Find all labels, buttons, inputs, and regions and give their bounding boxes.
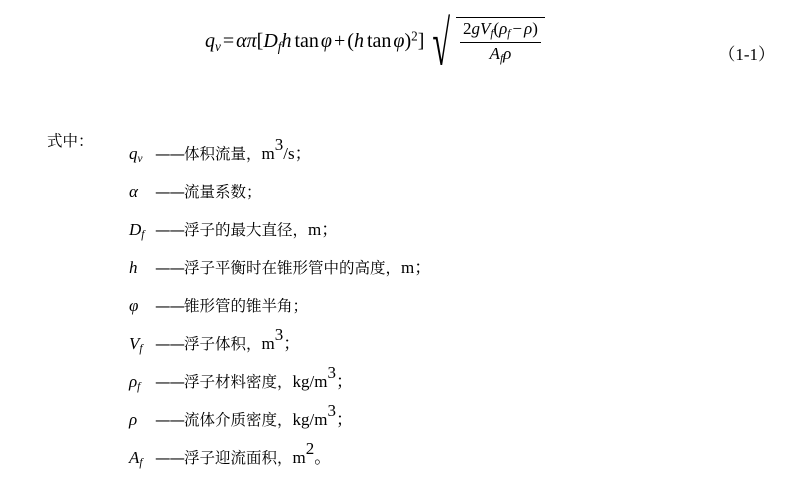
formula-square-root — [427, 9, 544, 79]
formula-pi: π — [246, 30, 257, 53]
symbol-base: α — [129, 181, 138, 201]
numerator-minus: − — [512, 19, 523, 38]
definition-unit-exponent: 3 — [327, 401, 336, 420]
symbol-subscript: f — [139, 342, 143, 355]
numerator-rho-f-subscript: f — [507, 28, 511, 41]
formula-bracket-close: ] — [417, 30, 425, 53]
fraction-numerator — [460, 19, 541, 43]
symbol-base: h — [129, 257, 138, 277]
symbol-definition-list — [129, 126, 729, 468]
equation-block — [0, 9, 793, 84]
definition-row — [129, 202, 729, 240]
definition-unit-tail: ； — [335, 409, 353, 429]
definition-unit-tail: ； — [321, 219, 339, 239]
fraction-denominator — [460, 43, 541, 66]
symbol-subscript: f — [139, 456, 143, 469]
definition-text: 浮子材料密度， — [184, 372, 293, 391]
definition-row — [129, 126, 729, 164]
denominator-rho: ρ — [503, 44, 512, 64]
definition-unit: m — [401, 257, 415, 277]
definition-row — [129, 430, 729, 468]
formula-term2-close: ) — [404, 30, 412, 53]
formula-alpha: α — [236, 30, 247, 53]
numerator-rho: ρ — [524, 19, 533, 38]
definition-unit: kg/m — [292, 409, 328, 429]
numerator-g: g — [471, 19, 480, 38]
symbol-subscript: v — [137, 152, 143, 165]
formula-term2-exponent: 2 — [411, 28, 418, 44]
definition-text: 锥形管的锥半角； — [184, 296, 309, 315]
definition-text: 浮子迎流面积， — [184, 448, 293, 467]
definition-unit: m — [292, 447, 306, 467]
definition-unit: m — [261, 143, 275, 163]
formula-equals: = — [222, 30, 235, 53]
definition-row — [129, 392, 729, 430]
denominator-A: A — [489, 44, 500, 64]
formula-term2-open: ( — [347, 30, 354, 53]
definition-row — [129, 354, 729, 392]
formula-term2-h: h — [353, 30, 364, 53]
definition-unit-tail: ； — [283, 333, 301, 353]
denominator-A-subscript: f — [499, 53, 504, 66]
definition-dash: —— — [155, 182, 184, 201]
formula-term1-D: D — [263, 30, 278, 53]
symbol-base: V — [129, 333, 140, 353]
formula-term1-phi: φ — [320, 30, 332, 53]
definition-text: 流量系数； — [184, 182, 262, 201]
definition-text: 流体介质密度， — [184, 410, 293, 429]
formula-term1-h: h — [281, 30, 292, 53]
definition-text: 浮子体积， — [184, 334, 262, 353]
fraction — [460, 19, 541, 66]
formula-lhs-subscript: v — [215, 38, 221, 54]
definition-unit-exponent: 2 — [305, 439, 315, 458]
definition-dash: —— — [155, 448, 184, 467]
formula-term1-D-subscript: f — [277, 38, 282, 54]
symbol-base: ρ — [129, 371, 138, 391]
symbol-base: A — [129, 447, 140, 467]
formula-term2-phi: φ — [393, 30, 405, 53]
symbol-subscript: f — [137, 380, 141, 393]
definition-dash: —— — [155, 334, 184, 353]
radicand — [456, 17, 545, 66]
definition-unit-tail: ； — [414, 257, 432, 277]
definition-dash: —— — [155, 410, 184, 429]
definition-text: 浮子的最大直径， — [184, 220, 309, 239]
definition-unit: kg/m — [292, 371, 328, 391]
definition-row — [129, 164, 729, 202]
definition-row — [129, 240, 729, 278]
numerator-rho-f: ρ — [499, 19, 508, 38]
definition-unit-tail: ； — [335, 371, 353, 391]
definition-unit: m — [261, 333, 275, 353]
definition-dash: —— — [155, 372, 184, 391]
definition-dash: —— — [155, 296, 184, 315]
formula-plus: + — [333, 30, 346, 53]
numerator-paren-open: ( — [493, 19, 500, 38]
numerator-V-subscript: f — [490, 28, 494, 41]
numerator-V: V — [479, 19, 491, 38]
symbol-subscript: f — [141, 228, 145, 241]
formula-bracket-open: [ — [256, 30, 264, 53]
symbol-base: φ — [129, 295, 139, 315]
formula-1-1 — [205, 9, 545, 79]
equation-number: （1-1） — [718, 45, 775, 64]
definition-dash: —— — [155, 220, 184, 239]
definition-symbol — [129, 439, 155, 482]
definition-unit-tail: 。 — [314, 447, 332, 467]
numerator-coefficient: 2 — [462, 19, 472, 38]
definition-dash: —— — [155, 144, 184, 163]
symbol-base: ρ — [129, 409, 138, 429]
definition-row — [129, 316, 729, 354]
symbol-base: q — [129, 143, 138, 163]
definition-text: 浮子平衡时在锥形管中的高度， — [184, 258, 402, 277]
definition-unit-tail: /s； — [283, 143, 312, 163]
definition-text: 体积流量， — [184, 144, 262, 163]
definition-row — [129, 278, 729, 316]
radical-sign: √ — [432, 9, 451, 79]
formula-lhs-symbol: q — [205, 30, 215, 53]
symbol-base: D — [129, 219, 142, 239]
numerator-paren-close: ) — [532, 19, 538, 38]
definition-unit-exponent: 3 — [327, 363, 336, 382]
definition-unit-exponent: 3 — [274, 135, 284, 154]
definition-dash: —— — [155, 258, 184, 277]
where-label: 式中： — [47, 132, 94, 150]
formula-term2-tan: tan — [366, 30, 392, 53]
definition-unit: m — [308, 219, 322, 239]
definition-unit-exponent: 3 — [274, 325, 284, 344]
formula-term1-tan: tan — [294, 30, 319, 53]
